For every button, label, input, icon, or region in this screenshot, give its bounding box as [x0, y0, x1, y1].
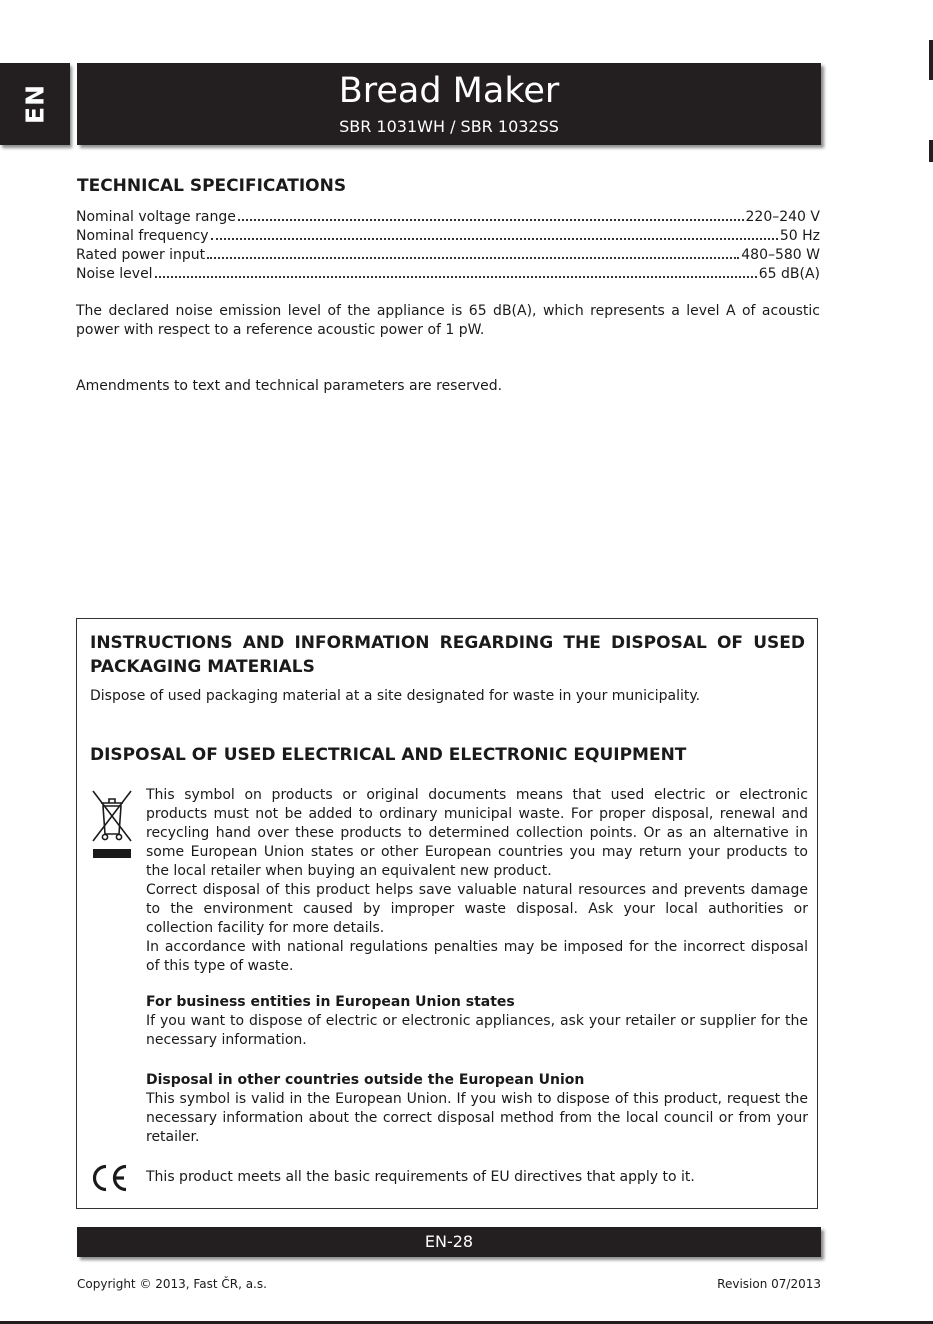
- page-header: [77, 63, 821, 145]
- product-title: Bread Maker: [338, 71, 560, 111]
- spec-value: 50 Hz: [779, 228, 820, 244]
- spec-row: [76, 208, 820, 227]
- spec-value: 480–580 W: [741, 247, 820, 263]
- language-label: EN: [20, 83, 50, 125]
- language-tab: [0, 63, 70, 145]
- amendments-note: Amendments to text and technical parameters are reserved.: [76, 378, 503, 394]
- spec-label: Rated power input: [76, 247, 206, 263]
- specs-list: [76, 208, 820, 284]
- spec-row: [76, 246, 820, 265]
- weee-paragraph: This symbol on products or original documents means that used electric or electronic products must not be added to ordinary municipal waste. For proper disposal, renewal and recycling hand over these products to determined collection points. Or as an alternative in some European Union states or other European countries you may return your products to the local retailer when buying an equivalent new product.: [146, 787, 808, 879]
- copyright: Copyright © 2013, Fast ČR, a.s.: [77, 1277, 267, 1291]
- business-heading: For business entities in European Union states: [146, 994, 515, 1010]
- packaging-text: Dispose of used packaging material at a site designated for waste in your municipality.: [90, 688, 701, 704]
- dot-leader: [155, 276, 757, 278]
- outside-eu-heading: Disposal in other countries outside the European Union: [146, 1072, 585, 1088]
- spec-value: 220–240 V: [745, 209, 820, 225]
- dot-leader: [238, 219, 744, 221]
- page-number-bar: [77, 1227, 821, 1257]
- weee-paragraph: In accordance with national regulations penalties may be imposed for the incorrect disposal of this type of waste.: [146, 939, 808, 974]
- dot-leader: [207, 257, 739, 259]
- edge-mark: [929, 140, 933, 162]
- business-text: If you want to dispose of electric or electronic appliances, ask your retailer or supplier for the necessary information.: [146, 1013, 808, 1048]
- outside-eu-text: This symbol is valid in the European Union. If you wish to dispose of this product, request the necessary information about the correct disposal method from the local council or from your retailer.: [146, 1091, 808, 1145]
- business-section: [146, 993, 808, 1050]
- outside-eu-section: [146, 1071, 808, 1147]
- packaging-heading: INSTRUCTIONS AND INFORMATION REGARDING THE DISPOSAL OF USED PACKAGING MATERIALS: [90, 633, 805, 677]
- edge-mark: [929, 40, 933, 80]
- ce-mark-icon: [89, 1163, 129, 1193]
- spec-label: Noise level: [76, 266, 153, 282]
- spec-label: Nominal frequency: [76, 228, 209, 244]
- dot-leader: [211, 238, 778, 240]
- revision: Revision 07/2013: [717, 1277, 821, 1291]
- disposal-box: [76, 618, 818, 1209]
- model-numbers: SBR 1031WH / SBR 1032SS: [339, 117, 559, 136]
- specs-heading: TECHNICAL SPECIFICATIONS: [77, 176, 347, 196]
- noise-note: The declared noise emission level of the appliance is 65 dB(A), which represents a level A of acoustic power with respect to a reference acoustic power of 1 pW.: [76, 303, 820, 338]
- ce-text: This product meets all the basic requirements of EU directives that apply to it.: [146, 1169, 695, 1185]
- page-number: EN-28: [424, 1232, 474, 1251]
- weee-crossed-bin-icon: [91, 789, 133, 859]
- spec-label: Nominal voltage range: [76, 209, 236, 225]
- weee-text: [146, 786, 808, 976]
- spec-value: 65 dB(A): [758, 266, 820, 282]
- weee-heading: DISPOSAL OF USED ELECTRICAL AND ELECTRONIC EQUIPMENT: [90, 745, 687, 765]
- spec-row: [76, 227, 820, 246]
- weee-paragraph: Correct disposal of this product helps save valuable natural resources and prevents damage to the environment caused by improper waste disposal. Ask your local authorities or collection facility for more details.: [146, 882, 808, 936]
- spec-row: [76, 265, 820, 284]
